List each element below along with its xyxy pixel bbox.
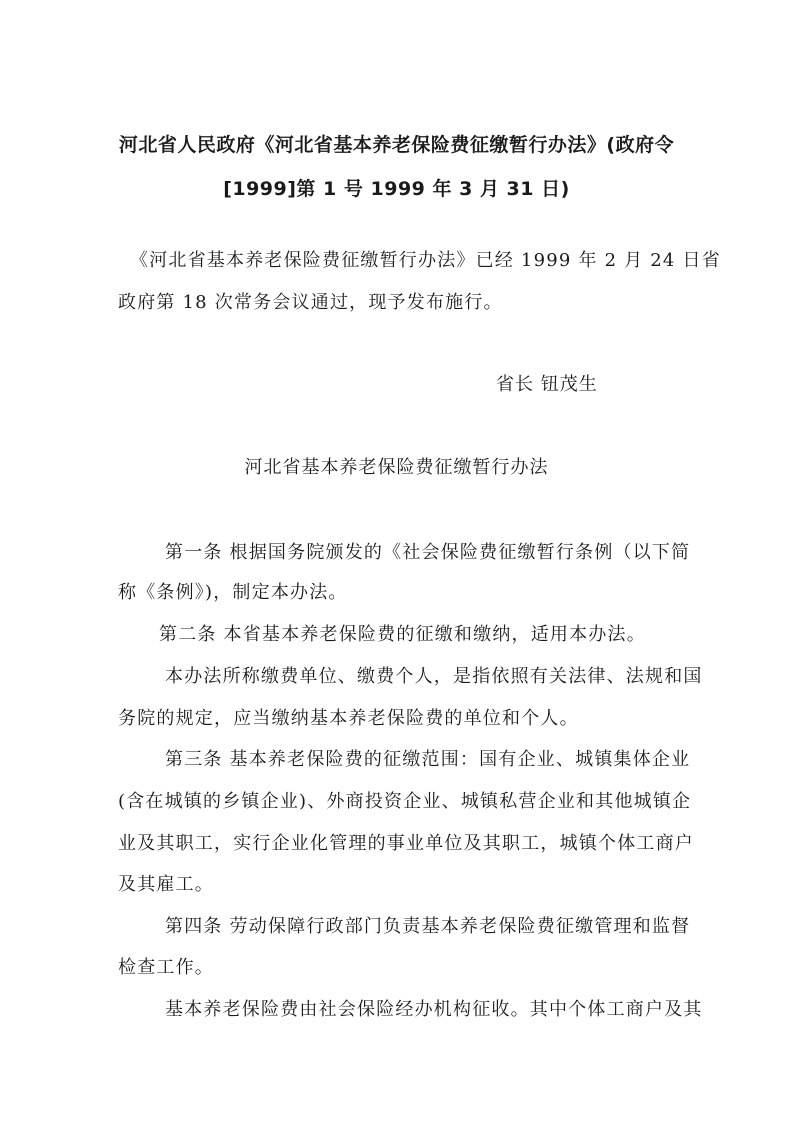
article-3-line-4: 及其雇工。 — [118, 874, 214, 895]
article-4-line-1: 第四条 劳动保障行政部门负责基本养老保险费征缴管理和监督 — [165, 916, 691, 937]
signature: 省长 钮茂生 — [496, 374, 598, 395]
article-1-line-2: 称《条例》)，制定本办法。 — [118, 582, 348, 603]
intro-line-2: 政府第 18 次常务会议通过，现予发布施行。 — [118, 292, 503, 313]
intro-line-1: 《河北省基本养老保险费征缴暂行办法》已经 1999 年 2 月 24 日省 — [130, 250, 721, 271]
article-3-line-3: 业及其职工，实行企业化管理的事业单位及其职工，城镇个体工商户 — [118, 833, 694, 854]
article-4-line-2: 检查工作。 — [118, 957, 214, 978]
title-line-1: 河北省人民政府《河北省基本养老保险费征缴暂行办法》(政府令 — [118, 134, 675, 156]
article-3-line-1: 第三条 基本养老保险费的征缴范围：国有企业、城镇集体企业 — [165, 749, 691, 770]
article-2b-line-1: 本办法所称缴费单位、缴费个人，是指依照有关法律、法规和国 — [165, 666, 703, 687]
article-3-line-2: (含在城镇的乡镇企业)、外商投资企业、城镇私营企业和其他城镇企 — [118, 791, 692, 812]
article-2b-line-2: 务院的规定，应当缴纳基本养老保险费的单位和个人。 — [118, 708, 579, 729]
article-2-line-1: 第二条 本省基本养老保险费的征缴和缴纳，适用本办法。 — [159, 624, 646, 645]
article-4b-line-1: 基本养老保险费由社会保险经办机构征收。其中个体工商户及其 — [165, 999, 703, 1020]
article-1-line-1: 第一条 根据国务院颁发的《社会保险费征缴暂行条例（以下简 — [165, 542, 691, 563]
title-line-2: [1999]第 1 号 1999 年 3 月 31 日) — [223, 178, 570, 200]
document-heading: 河北省基本养老保险费征缴暂行办法 — [244, 457, 549, 478]
